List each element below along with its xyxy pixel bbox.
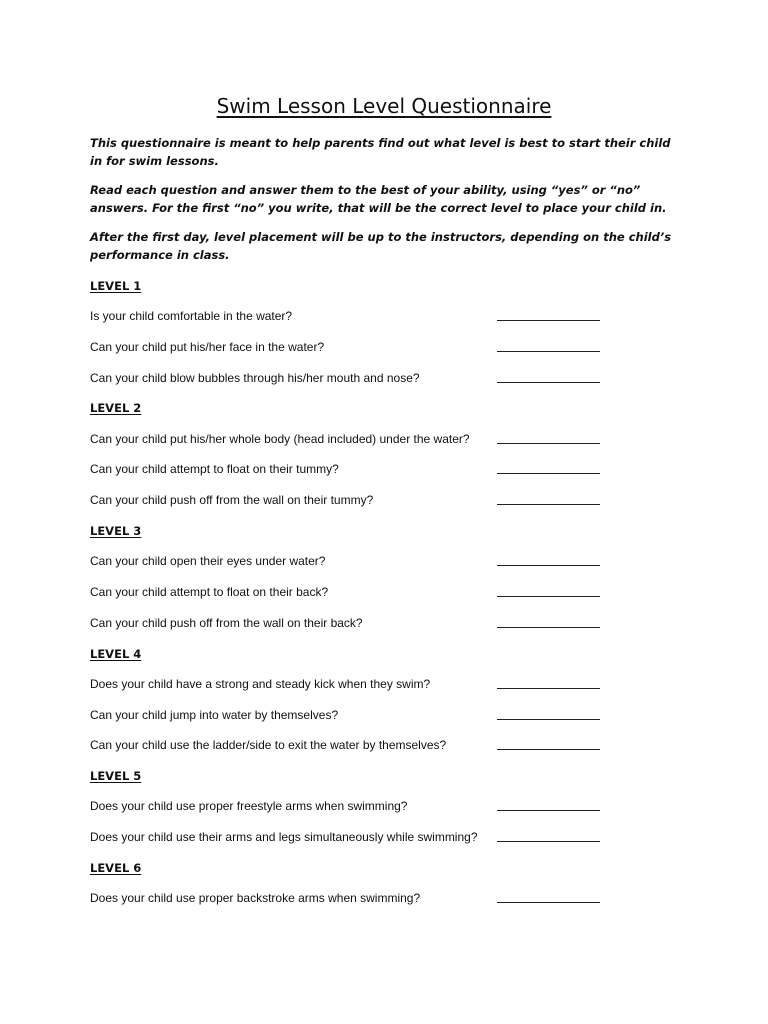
level-4-answer-1-blank[interactable] (497, 688, 600, 689)
level-2-answer-1-blank[interactable] (497, 443, 600, 444)
level-3-question-3: Can your child push off from the wall on their back? (90, 616, 363, 630)
level-1-heading: LEVEL 1 (90, 279, 142, 293)
level-1-question-1: Is your child comfortable in the water? (90, 309, 293, 323)
level-2-answer-3-blank[interactable] (497, 504, 600, 505)
page-title: Swim Lesson Level Questionnaire (216, 94, 552, 118)
level-1-answer-2-blank[interactable] (497, 351, 600, 352)
level-4-answer-3-blank[interactable] (497, 749, 600, 750)
level-2-heading: LEVEL 2 (90, 401, 142, 415)
level-3-question-1: Can your child open their eyes under water? (90, 554, 326, 568)
intro-paragraph-3: After the first day, level placement will be up to the instructors, depending on the child’s performance in class. (90, 230, 672, 262)
level-4-heading: LEVEL 4 (90, 647, 142, 661)
level-6-heading: LEVEL 6 (90, 861, 142, 875)
level-4-question-1: Does your child have a strong and steady kick when they swim? (90, 677, 431, 691)
level-4-question-2: Can your child jump into water by themselves? (90, 708, 339, 722)
level-2-question-2: Can your child attempt to float on their tummy? (90, 462, 339, 476)
level-4-answer-2-blank[interactable] (497, 719, 600, 720)
intro-paragraph-1: This questionnaire is meant to help parents find out what level is best to start their child in for swim lessons. (90, 136, 671, 168)
level-3-answer-2-blank[interactable] (497, 596, 600, 597)
level-2-answer-2-blank[interactable] (497, 473, 600, 474)
level-1-answer-1-blank[interactable] (497, 320, 600, 321)
level-6-answer-1-blank[interactable] (497, 902, 600, 903)
intro-paragraph-2: Read each question and answer them to the best of your ability, using “yes” or “no” answers. For the first “no” you write, that will be the correct level to place your child in. (90, 183, 667, 215)
level-3-question-2: Can your child attempt to float on their back? (90, 585, 329, 599)
level-5-answer-1-blank[interactable] (497, 810, 600, 811)
level-1-question-2: Can your child put his/her face in the water? (90, 340, 325, 354)
level-4-question-3: Can your child use the ladder/side to exit the water by themselves? (90, 738, 447, 752)
level-5-question-2: Does your child use their arms and legs simultaneously while swimming? (90, 830, 478, 844)
level-6-question-1: Does your child use proper backstroke arms when swimming? (90, 891, 421, 905)
level-2-question-3: Can your child push off from the wall on their tummy? (90, 493, 374, 507)
level-3-answer-1-blank[interactable] (497, 565, 600, 566)
level-2-question-1: Can your child put his/her whole body (head included) under the water? (90, 432, 470, 446)
level-1-question-3: Can your child blow bubbles through his/her mouth and nose? (90, 371, 420, 385)
level-5-heading: LEVEL 5 (90, 769, 142, 783)
level-5-answer-2-blank[interactable] (497, 841, 600, 842)
level-3-heading: LEVEL 3 (90, 524, 142, 538)
level-3-answer-3-blank[interactable] (497, 627, 600, 628)
level-5-question-1: Does your child use proper freestyle arms when swimming? (90, 799, 408, 813)
level-1-answer-3-blank[interactable] (497, 382, 600, 383)
